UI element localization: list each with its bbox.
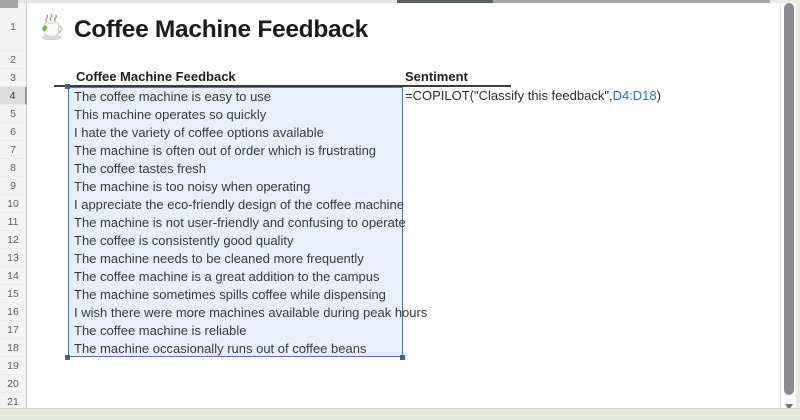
feedback-cell[interactable]: The machine is too noisy when operating (74, 179, 311, 194)
range-handle-bottom-left[interactable] (65, 355, 70, 360)
feedback-cell[interactable]: The coffee machine is easy to use (74, 89, 272, 104)
row-number-cell[interactable]: 12 (0, 231, 26, 249)
vertical-scrollbar[interactable] (780, 3, 796, 408)
row-number-cell[interactable]: 11 (0, 213, 26, 231)
selected-range-d4-d18[interactable] (68, 87, 428, 357)
feedback-cell[interactable]: The coffee is consistently good quality (74, 233, 294, 248)
row-number-cell[interactable]: 9 (0, 177, 26, 195)
feedback-cell[interactable]: The machine occasionally runs out of coffee beans (74, 341, 367, 356)
feedback-cell[interactable]: The machine is not user-friendly and confusing to operate (74, 215, 406, 230)
row-number-cell[interactable]: 13 (0, 249, 26, 267)
window-top-edge-segment (493, 0, 770, 3)
row-number-cell[interactable]: 3 (0, 69, 26, 87)
coffee-cup-icon (38, 12, 66, 42)
range-fill-handle[interactable] (400, 355, 405, 360)
scrollbar-thumb[interactable] (784, 3, 794, 395)
row-number-cell[interactable]: 20 (0, 375, 26, 393)
window-bottom-edge (0, 408, 800, 420)
feedback-cell[interactable]: I wish there were more machines available during peak hours (74, 305, 428, 320)
sentiment-column-header[interactable]: Sentiment (405, 69, 468, 84)
feedback-column-header[interactable]: Coffee Machine Feedback (76, 69, 236, 84)
feedback-cell[interactable]: I hate the variety of coffee options available (74, 125, 324, 140)
feedback-cell[interactable]: The machine is often out of order which is frustrating (74, 143, 377, 158)
page-title[interactable]: Coffee Machine Feedback (74, 16, 368, 43)
feedback-cell[interactable]: The machine needs to be cleaned more frequently (74, 251, 364, 266)
feedback-cell[interactable]: The coffee machine is reliable (74, 323, 247, 338)
feedback-cell[interactable]: The coffee tastes fresh (74, 161, 206, 176)
feedback-cell[interactable]: The machine sometimes spills coffee while dispensing (74, 287, 386, 302)
row-number-cell[interactable]: 5 (0, 105, 26, 123)
row-number-cell[interactable]: 2 (0, 51, 26, 69)
row-number-cell[interactable]: 21 (0, 393, 26, 411)
formula-close-paren: ) (656, 88, 661, 103)
desktop-right-edge (796, 0, 800, 420)
range-handle-top-left[interactable] (65, 84, 70, 89)
row-number-cell[interactable]: 18 (0, 339, 26, 357)
window-top-edge (0, 0, 800, 3)
feedback-cell[interactable]: This machine operates so quickly (74, 107, 267, 122)
feedback-header-underline (54, 85, 403, 87)
feedback-cell[interactable]: The coffee machine is a great addition to the campus (74, 269, 380, 284)
row-number-cell[interactable]: 15 (0, 285, 26, 303)
window-top-edge-green-segment (397, 0, 493, 3)
row-number-cell[interactable]: 7 (0, 141, 26, 159)
row-number-cell[interactable]: 16 (0, 303, 26, 321)
formula-text: =COPILOT("Classify this feedback", (405, 88, 613, 103)
row-number-cell[interactable]: 8 (0, 159, 26, 177)
sheet-corner-block (0, 0, 18, 8)
window-top-edge-segment (0, 0, 397, 3)
row-header-gutter (0, 3, 27, 408)
feedback-cell[interactable]: I appreciate the eco-friendly design of the coffee machine (74, 197, 405, 212)
row-number-cell[interactable]: 4 (0, 87, 27, 105)
row-number-cell[interactable]: 1 (0, 3, 26, 51)
formula-range-reference: D4:D18 (612, 88, 657, 103)
row-number-cell[interactable]: 6 (0, 123, 26, 141)
formula-cell-e4[interactable] (405, 87, 661, 105)
row-number-cell[interactable]: 14 (0, 267, 26, 285)
row-number-cell[interactable]: 19 (0, 357, 26, 375)
row-number-cell[interactable]: 17 (0, 321, 26, 339)
window-top-edge-segment (770, 0, 800, 3)
row-number-cell[interactable]: 10 (0, 195, 26, 213)
